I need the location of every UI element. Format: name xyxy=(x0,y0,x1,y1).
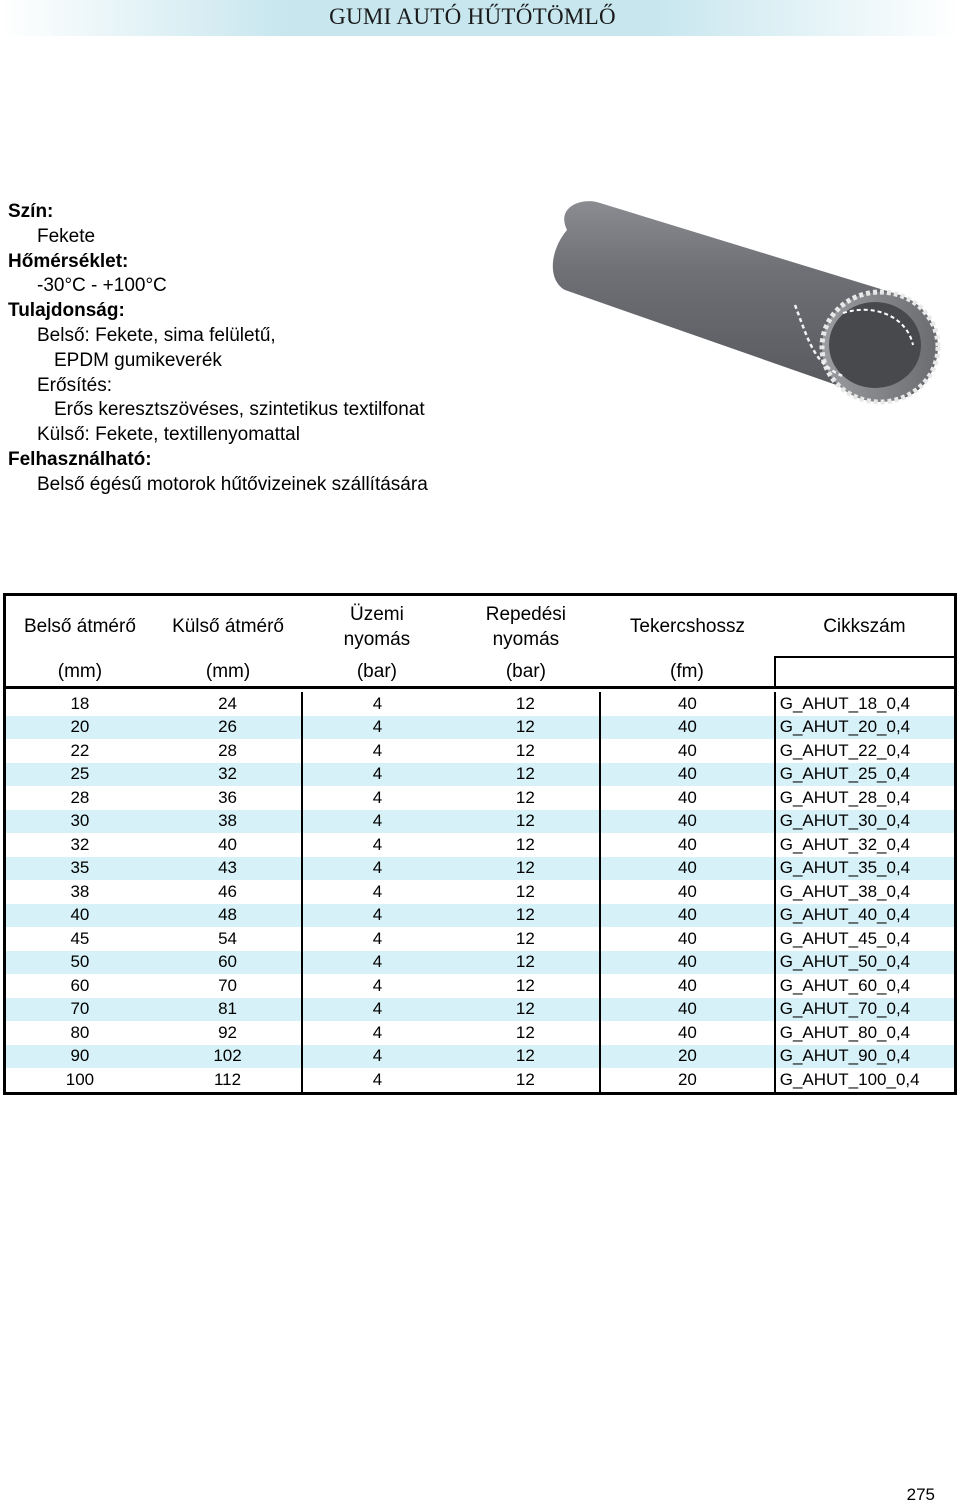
table-cell: 38 xyxy=(70,881,90,901)
table-cell: 4 xyxy=(302,763,451,787)
table-cell: 40 xyxy=(600,974,775,998)
unit-inner-diameter: (mm) xyxy=(57,661,103,682)
table-cell: G_AHUT_20_0,4 xyxy=(775,716,956,740)
header-burst-pressure-line2: nyomás xyxy=(492,628,560,650)
table-cell: 80 xyxy=(70,1022,90,1042)
table-cell: 20 xyxy=(600,1045,775,1069)
table-cell: 12 xyxy=(452,927,601,951)
table-cell: 26 xyxy=(154,716,302,740)
table-cell: 40 xyxy=(600,927,775,951)
table-cell: G_AHUT_40_0,4 xyxy=(775,904,956,928)
table-cell: G_AHUT_50_0,4 xyxy=(775,951,956,975)
table-row xyxy=(5,1068,956,1093)
table-cell: 12 xyxy=(452,763,601,787)
table-cell: 12 xyxy=(452,810,601,834)
table-row xyxy=(5,904,956,928)
table-cell: 20 xyxy=(600,1068,775,1093)
table-cell: 35 xyxy=(5,857,154,881)
table-cell: 12 xyxy=(452,880,601,904)
table-cell: 40 xyxy=(600,810,775,834)
table-cell: 46 xyxy=(154,880,302,904)
table-cell: 4 xyxy=(302,716,451,740)
temperature-label: Hőmérséklet: xyxy=(8,250,129,272)
table-row xyxy=(5,716,956,740)
table-cell: 92 xyxy=(154,1021,302,1045)
table-row xyxy=(5,810,956,834)
table-cell: G_AHUT_60_0,4 xyxy=(779,975,911,995)
unit-burst-pressure: (bar) xyxy=(505,661,546,682)
table-cell: 4 xyxy=(372,693,383,713)
table-cell: 12 xyxy=(452,1021,601,1045)
table-cell: 32 xyxy=(154,763,302,787)
table-cell: G_AHUT_100_0,4 xyxy=(779,1069,920,1089)
unit-outer-diameter: (mm) xyxy=(205,661,251,682)
table-cell: 20 xyxy=(5,716,154,740)
table-cell: 18 xyxy=(70,693,90,713)
table-cell: G_AHUT_90_0,4 xyxy=(775,1045,956,1069)
table-cell: 4 xyxy=(372,1069,383,1089)
table-cell: 50 xyxy=(5,951,154,975)
table-row xyxy=(5,951,956,975)
table-cell: 12 xyxy=(452,1068,601,1093)
table-cell: 70 xyxy=(5,998,154,1022)
header-article-number: Cikkszám xyxy=(823,615,906,637)
table-cell: 40 xyxy=(600,880,775,904)
unit-article-number-empty xyxy=(775,657,956,688)
table-cell: 38 xyxy=(154,810,302,834)
table-cell: G_AHUT_18_0,4 xyxy=(779,693,911,713)
unit-coil-length: (fm) xyxy=(670,661,704,682)
header-coil-length: Tekercshossz xyxy=(629,616,745,637)
table-cell: G_AHUT_80_0,4 xyxy=(779,1022,911,1042)
table-row xyxy=(5,998,956,1022)
table-cell: G_AHUT_28_0,4 xyxy=(779,787,911,807)
table-cell: 40 xyxy=(600,951,775,975)
color-value: Fekete xyxy=(37,225,96,247)
header-operating-pressure xyxy=(302,595,451,658)
table-cell: 4 xyxy=(372,834,383,854)
table-cell: 43 xyxy=(154,857,302,881)
table-cell: 12 xyxy=(452,692,601,716)
table-row xyxy=(5,927,956,951)
property-label: Tulajdonság: xyxy=(8,300,125,322)
table-cell: 54 xyxy=(154,927,302,951)
outer-layer: Külső: Fekete, textillenyomattal xyxy=(37,424,300,446)
table-cell: 40 xyxy=(600,904,775,928)
table-cell: 25 xyxy=(5,763,154,787)
table-cell: G_AHUT_45_0,4 xyxy=(779,928,911,948)
table-cell: 4 xyxy=(372,1022,383,1042)
table-cell: 12 xyxy=(452,739,601,763)
header-inner-diameter: Belső átmérő xyxy=(23,616,136,637)
header-operating-pressure-line1: Üzemi xyxy=(350,603,404,625)
table-cell: 40 xyxy=(600,857,775,881)
table-cell: 22 xyxy=(70,740,90,760)
header-outer-diameter: Külső átmérő xyxy=(172,616,285,637)
header-burst-pressure xyxy=(452,595,601,658)
color-label: Szín: xyxy=(8,201,54,222)
table-cell: 12 xyxy=(452,974,601,998)
table-cell: 12 xyxy=(452,904,601,928)
table-cell: 40 xyxy=(600,763,775,787)
table-cell: 12 xyxy=(452,857,601,881)
reinforcement-value: Erős keresztszövéses, szintetikus textilfonat xyxy=(54,399,425,421)
table-cell: 28 xyxy=(154,739,302,763)
table-cell: 100 xyxy=(65,1069,95,1089)
table-cell: 40 xyxy=(600,716,775,740)
table-cell: 12 xyxy=(452,951,601,975)
spec-table xyxy=(3,593,957,1095)
reinforcement-label: Erősítés: xyxy=(37,374,112,396)
rubber-hose-icon xyxy=(545,195,945,415)
table-cell: 102 xyxy=(154,1045,302,1069)
table-cell: 4 xyxy=(302,998,451,1022)
table-cell: 12 xyxy=(452,716,601,740)
table-cell: 40 xyxy=(600,739,775,763)
table-row xyxy=(5,833,956,857)
table-cell: 32 xyxy=(70,834,90,854)
table-cell: G_AHUT_38_0,4 xyxy=(779,881,911,901)
table-cell: 4 xyxy=(372,787,383,807)
table-cell: 36 xyxy=(154,786,302,810)
table-row xyxy=(5,1021,956,1045)
unit-operating-pressure: (bar) xyxy=(356,661,397,682)
table-cell: 48 xyxy=(154,904,302,928)
table-cell: 60 xyxy=(154,951,302,975)
header-operating-pressure-line2: nyomás xyxy=(343,628,411,650)
table-row xyxy=(5,857,956,881)
table-row xyxy=(5,1045,956,1069)
table-cell: G_AHUT_25_0,4 xyxy=(775,763,956,787)
table-cell: G_AHUT_32_0,4 xyxy=(779,834,911,854)
table-cell: 4 xyxy=(372,740,383,760)
table-cell: 40 xyxy=(600,786,775,810)
table-cell: 90 xyxy=(5,1045,154,1069)
page-title: GUMI AUTÓ HŰTŐTÖMLŐ xyxy=(329,4,616,29)
table-cell: 40 xyxy=(600,1021,775,1045)
table-cell: 70 xyxy=(154,974,302,998)
table-cell: 4 xyxy=(372,881,383,901)
table-cell: G_AHUT_30_0,4 xyxy=(775,810,956,834)
table-cell: 81 xyxy=(154,998,302,1022)
table-cell: 12 xyxy=(452,1045,601,1069)
table-cell: 4 xyxy=(302,857,451,881)
table-row xyxy=(5,974,956,998)
inner-layer-line-2: EPDM gumikeverék xyxy=(54,349,222,371)
usage-label: Felhasználható: xyxy=(8,448,152,470)
table-cell: 4 xyxy=(302,904,451,928)
table-cell: 4 xyxy=(372,975,383,995)
table-cell: 24 xyxy=(154,692,302,716)
table-cell: 40 xyxy=(600,833,775,857)
table-row xyxy=(5,763,956,787)
table-cell: 12 xyxy=(452,998,601,1022)
table-cell: 4 xyxy=(302,1045,451,1069)
table-cell: 30 xyxy=(5,810,154,834)
table-cell: 40 xyxy=(5,904,154,928)
table-row xyxy=(5,880,956,904)
spec-list xyxy=(8,200,428,498)
table-row xyxy=(5,692,956,716)
table-cell: 4 xyxy=(302,951,451,975)
table-row xyxy=(5,786,956,810)
header-burst-pressure-line1: Repedési xyxy=(485,603,567,625)
table-cell: 40 xyxy=(600,692,775,716)
page-number: 275 xyxy=(906,1485,935,1504)
table-cell: 40 xyxy=(600,998,775,1022)
table-cell: 45 xyxy=(70,928,90,948)
inner-layer-line-1: Belső: Fekete, sima felületű, xyxy=(37,324,276,346)
temperature-value: -30°C - +100°C xyxy=(37,275,167,297)
table-cell: 28 xyxy=(70,787,90,807)
table-cell: 4 xyxy=(372,928,383,948)
table-cell: 12 xyxy=(452,786,601,810)
table-row xyxy=(5,739,956,763)
table-cell: G_AHUT_22_0,4 xyxy=(779,740,911,760)
table-cell: 112 xyxy=(154,1068,302,1093)
table-cell: 40 xyxy=(154,833,302,857)
table-cell: 12 xyxy=(452,833,601,857)
usage-value: Belső égésű motorok hűtővizeinek szállítására xyxy=(37,473,428,495)
table-cell: 4 xyxy=(302,810,451,834)
table-cell: G_AHUT_35_0,4 xyxy=(775,857,956,881)
table-cell: 60 xyxy=(70,975,90,995)
table-cell: G_AHUT_70_0,4 xyxy=(775,998,956,1022)
